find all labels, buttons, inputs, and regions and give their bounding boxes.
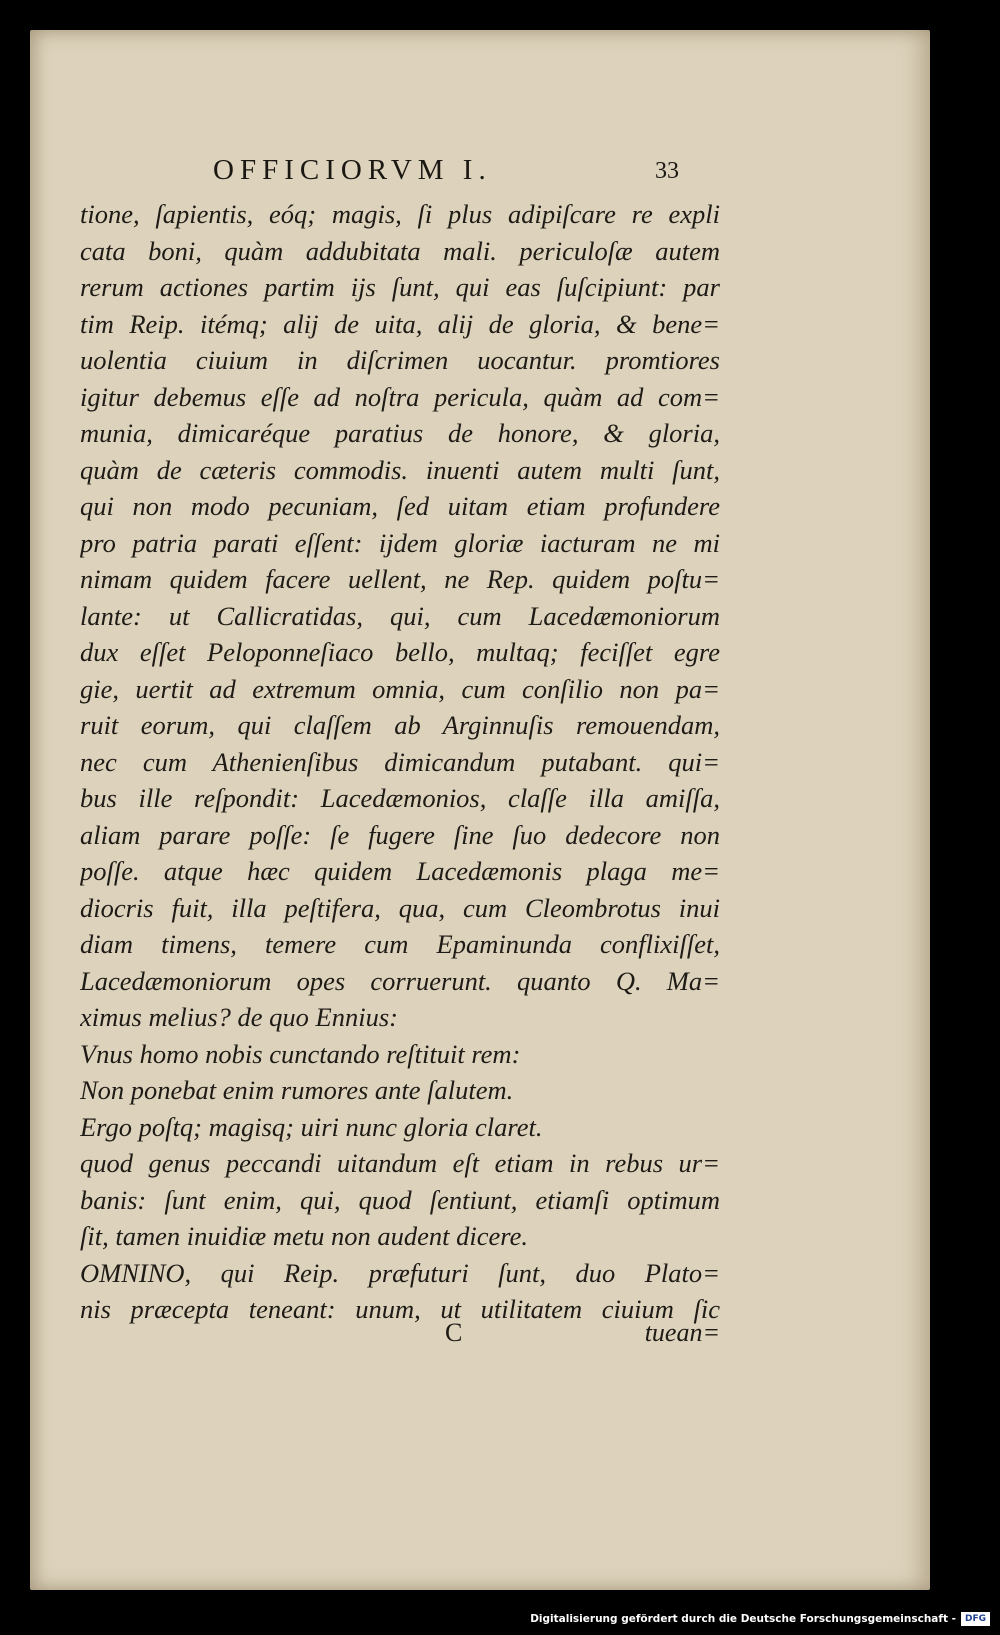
book-page xyxy=(30,30,930,1590)
text-line: qui non modo pecuniam, ſed uitam etiam profundere xyxy=(80,491,720,521)
verse-line: Vnus homo nobis cunctando reſtituit rem: xyxy=(80,1038,521,1069)
digitization-credit xyxy=(530,1609,990,1629)
text-line: lante: ut Callicratidas, qui, cum Lacedæmoniorum xyxy=(80,600,720,631)
text-line: nec cum Athenienſibus dimicandum putabant. qui= xyxy=(80,746,720,777)
text-line: igitur debemus eſſe ad noſtra pericula, quàm ad com= xyxy=(80,381,720,412)
text-line: quàm de cæteris commodis. inuenti autem multi ſunt, xyxy=(80,454,720,485)
verse-line: Non ponebat enim rumores ante ſalutem. xyxy=(80,1075,514,1105)
text-line: OMNINO, qui Reip. præfuturi ſunt, duo Plato= xyxy=(80,1257,720,1288)
text-line: gie, uertit ad extremum omnia, cum conſilio non pa= xyxy=(80,673,720,704)
text-line: tione, ſapientis, eóq; magis, ſi plus adipiſcare re expli xyxy=(80,199,720,229)
text-line: banis: ſunt enim, qui, quod ſentiunt, etiamſi optimum xyxy=(80,1184,720,1215)
text-line: munia, dimicaréque paratius de honore, & gloria, xyxy=(80,418,720,448)
text-line: aliam parare poſſe: ſe fugere ſine ſuo dedecore non xyxy=(80,819,720,850)
text-line: dux eſſet Peloponneſiaco bello, multaq; feciſſet egre xyxy=(80,637,720,667)
text-line: nimam quidem facere uellent, ne Rep. quidem poſtu= xyxy=(80,564,720,594)
page-foot xyxy=(80,1318,720,1354)
text-line: ximus melius? de quo Ennius: xyxy=(80,1002,398,1032)
text-line: ſit, tamen inuidiæ metu non audent dicere. xyxy=(80,1221,528,1251)
text-line: ruit eorum, qui claſſem ab Arginnuſis remouendam, xyxy=(80,710,720,740)
text-line: poſſe. atque hæc quidem Lacedæmonis plaga me= xyxy=(80,856,720,886)
page-header xyxy=(30,154,930,194)
signature-mark: C xyxy=(445,1318,463,1347)
page-number: 33 xyxy=(655,158,679,184)
text-line: bus ille reſpondit: Lacedæmonios, claſſe illa amiſſa, xyxy=(80,783,720,813)
text-line: uolentia ciuium in diſcrimen uocantur. promtiores xyxy=(80,345,720,375)
body-text xyxy=(80,196,720,1328)
text-line: quod genus peccandi uitandum eſt etiam in rebus ur= xyxy=(80,1148,720,1178)
running-title: OFFICIORVM I. xyxy=(213,154,492,186)
catchword: tuean= xyxy=(644,1318,720,1347)
text-line: nis præcepta teneant: unum, ut utilitatem ciuium ſic xyxy=(80,1294,720,1324)
text-line: cata boni, quàm addubitata mali. periculoſæ autem xyxy=(80,235,720,266)
text-line: rerum actiones partim ijs ſunt, qui eas ſuſcipiunt: par xyxy=(80,272,720,302)
verse-line: Ergo poſtq; magisq; uiri nunc gloria claret. xyxy=(80,1111,543,1142)
text-line: Lacedæmoniorum opes corruerunt. quanto Q. Ma= xyxy=(80,965,720,996)
dfg-logo: DFG xyxy=(961,1612,990,1626)
text-line: tim Reip. itémq; alij de uita, alij de gloria, & bene= xyxy=(80,308,720,339)
text-line: pro patria parati eſſent: ijdem gloriæ iacturam ne mi xyxy=(80,527,720,558)
text-line: diocris fuit, illa peſtifera, qua, cum Cleombrotus inui xyxy=(80,892,720,923)
text-line: diam timens, temere cum Epaminunda conflixiſſet, xyxy=(80,929,720,959)
credit-text: Digitalisierung gefördert durch die Deutsche Forschungsgemeinschaft - xyxy=(530,1613,956,1625)
